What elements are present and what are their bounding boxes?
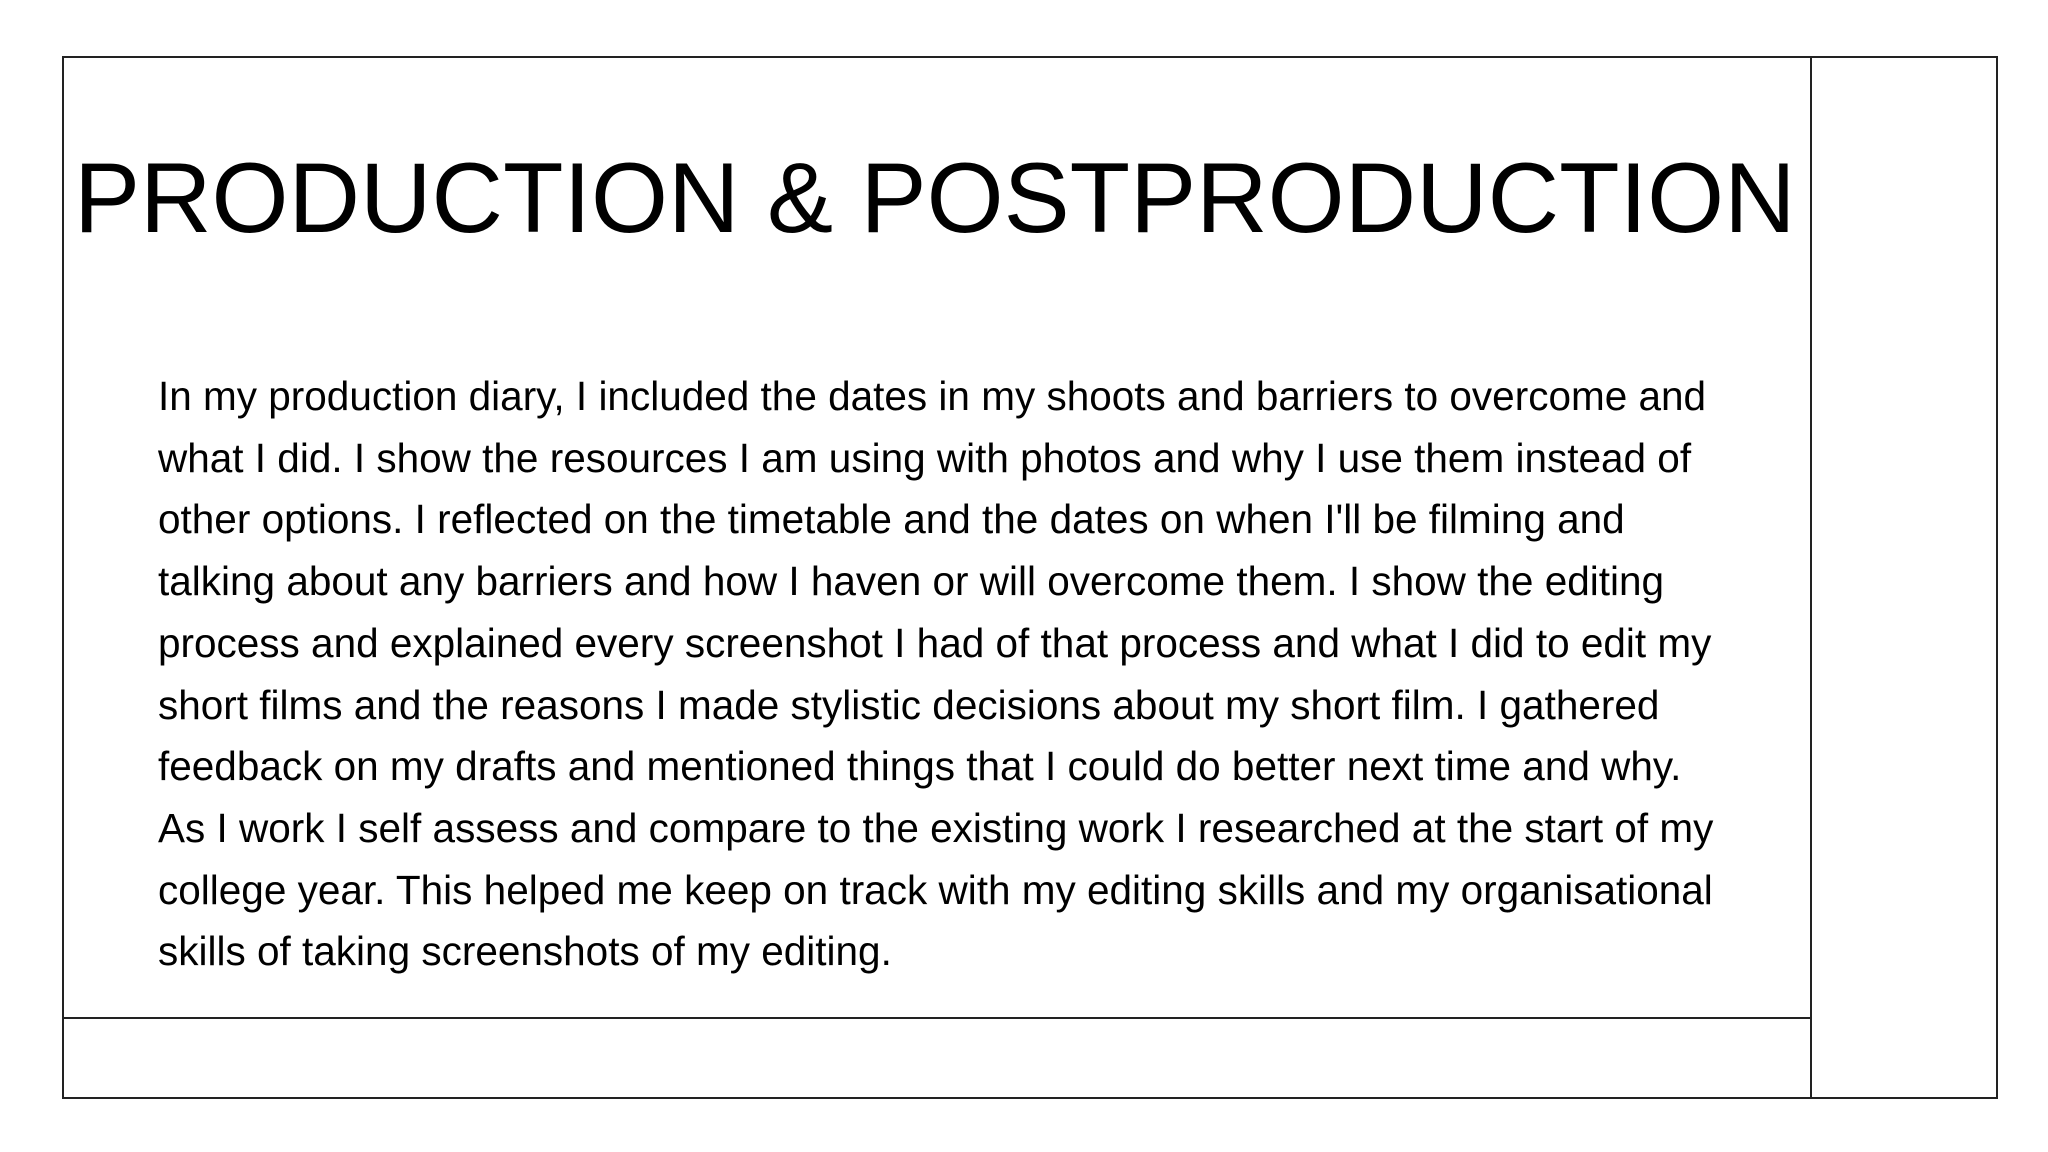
- page-title: PRODUCTION & POSTPRODUCTION: [74, 142, 1796, 253]
- vertical-divider: [1810, 56, 1812, 1099]
- horizontal-divider: [62, 1017, 1812, 1019]
- body-paragraph: In my production diary, I included the dates in my shoots and barriers to overcome and what I did. I show the resources I am using with photos and why I use them instead of other options. I reflected on the timetable and the dates on when I'll be filming and talking about any barriers and how I haven or will overcome them. I show the editing process and explained every screenshot I had of that process and what I did to edit my short films and the reasons I made stylistic decisions about my short film. I gathered feedback on my drafts and mentioned things that I could do better next time and why. As I work I self assess and compare to the existing work I researched at the start of my college year. This helped me keep on track with my editing skills and my organisational skills of taking screenshots of my editing.: [158, 373, 1714, 975]
